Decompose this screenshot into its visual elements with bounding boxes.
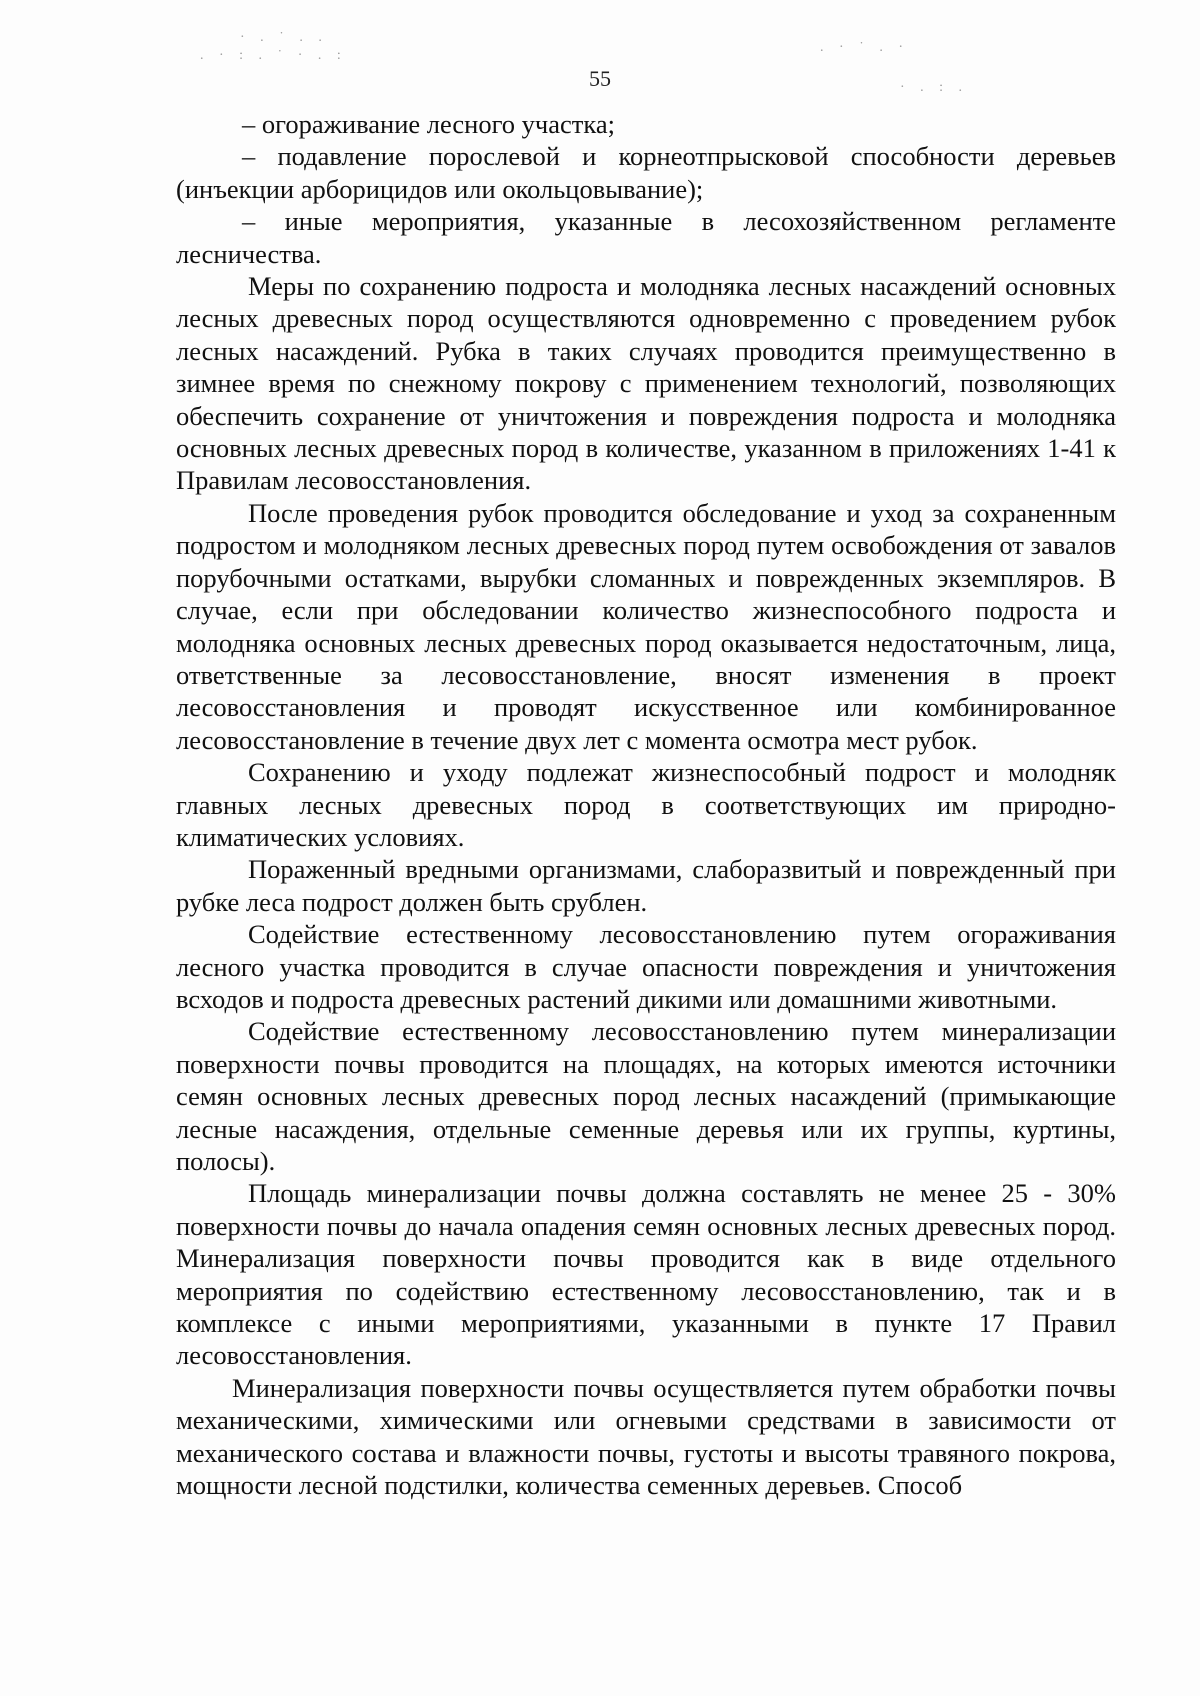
paragraph-preservation-measures: Меры по сохранению подроста и молодняка лесных насаждений основных лесных древесных пород осуществляются одновременно с проведением рубок лесных насаждений. Рубка в таких случаях проводится преимущественно в зимнее время по снежному покрову с применением технологий, позволяющих обеспечить сохранение от уничтожения и повреждения подроста и молодняка основных лесных древесных пород в количестве, указанном в приложениях 1-41 к Правилам лесовосстановления.: [176, 271, 1116, 496]
page-number: 55: [589, 66, 611, 91]
paragraph-mineralization-method: Минерализация поверхности почвы осуществляется путем обработки почвы механическими, химическими или огневыми средствами в зависимости от механического состава и влажности почвы, густоты и высоты травяного покрова, мощности лесной подстилки, количества семенных деревьев. Способ: [176, 1372, 1116, 1501]
paragraph-after-felling: После проведения рубок проводится обследование и уход за сохраненным подростом и молодняком лесных древесных пород путем освобождения от завалов порубочными остатками, вырубки сломанных и поврежденных экземпляров. В случае, если при обследовании количество жизнеспособного подроста и молодняка основных лесных древесных пород оказывается недостаточным, лица, ответственные за лесовосстановление, вносят изменения в проект лесовосстановления и проводят искусственное или комбинированное лесовосстановление в течение двух лет с момента осмотра мест рубок.: [176, 497, 1116, 755]
scan-noise: . · : . ˙ · . :: [200, 48, 347, 63]
list-item-other-measures: – иные мероприятия, указанные в лесохозяйственном регламенте лесничества.: [176, 206, 1116, 269]
scan-noise: · . ˙ . .: [240, 30, 328, 45]
paragraph-fencing-assistance: Содействие естественному лесовосстановлению путем огораживания лесного участка проводится в случае опасности повреждения и уничтожения всходов и подроста древесных растений дикими или домашними животными.: [176, 919, 1116, 1014]
scan-noise: · . : .: [900, 80, 969, 95]
list-item-fencing: – огораживание лесного участка;: [242, 109, 615, 139]
paragraph-mineralization-area: Площадь минерализации почвы должна составлять не менее 25 - 30% поверхности почвы до начала опадения семян основных лесных древесных пород. Минерализация поверхности почвы проводится как в виде отдельного мероприятия по содействию естественному лесовосстановлению, так и в комплексе с иными мероприятиями, указанными в пункте 17 Правил лесовосстановления.: [176, 1178, 1116, 1371]
paragraph-subject-to-care: Сохранению и уходу подлежат жизнеспособный подрост и молодняк главных лесных древесных пород в соответствующих им природно-климатических условиях.: [176, 757, 1116, 852]
body-text: [176, 108, 1116, 1501]
paragraph-damaged-undergrowth: Пораженный вредными организмами, слаборазвитый и поврежденный при рубке леса подрост должен быть срублен.: [176, 854, 1116, 917]
list-item-suppression: – подавление порослевой и корнеотпрысковой способности деревьев (инъекции арборицидов или окольцовывание);: [176, 141, 1116, 204]
paragraph-mineralization-assistance: Содействие естественному лесовосстановлению путем минерализации поверхности почвы проводится на площадях, на которых имеются источники семян основных лесных древесных пород лесных насаждений (примыкающие лесные насаждения, отдельные семенные деревья или их группы, куртины, полосы).: [176, 1016, 1116, 1176]
scan-noise: . · ˙ . ·: [820, 40, 909, 55]
